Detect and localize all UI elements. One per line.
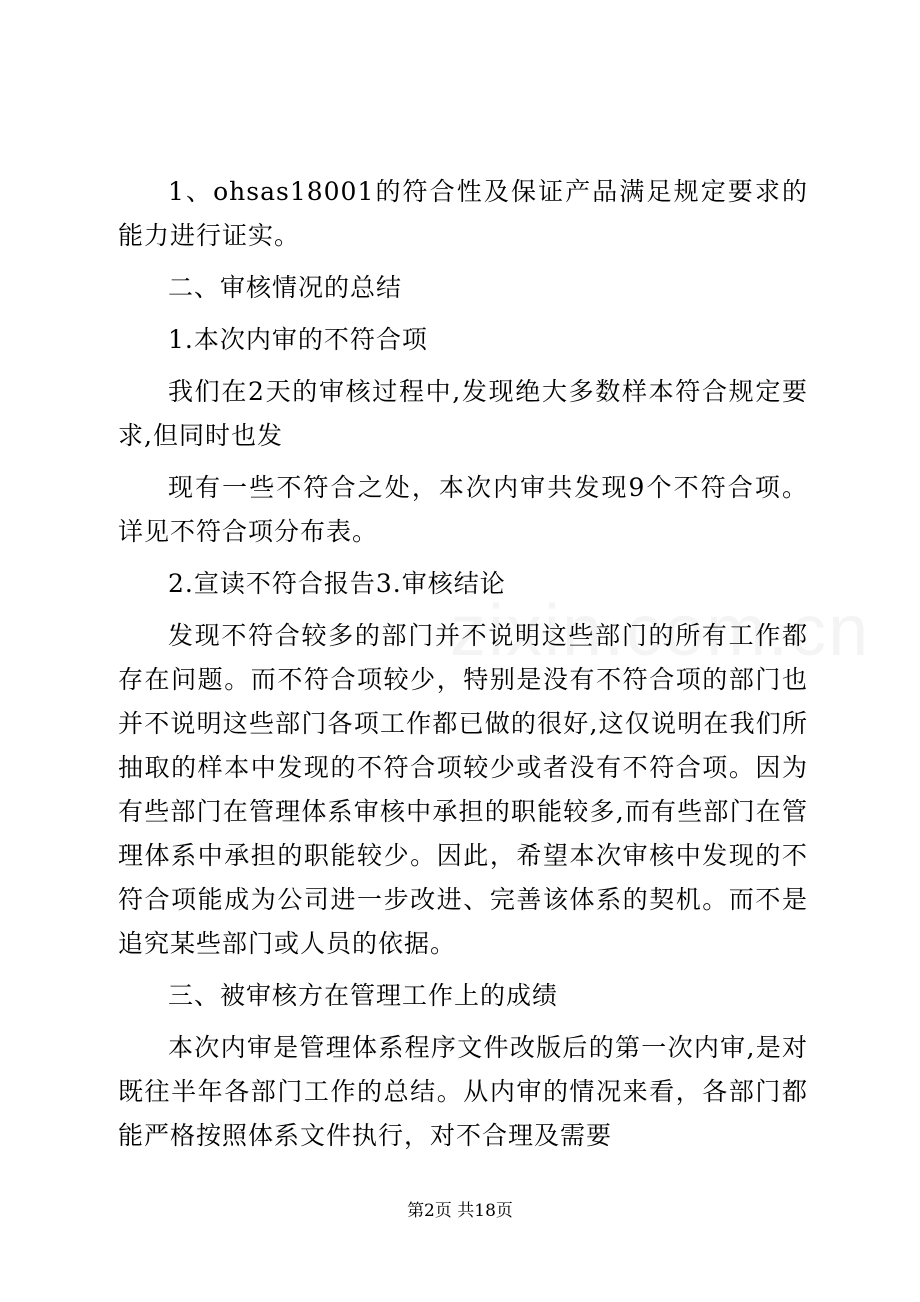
paragraph-audit-process: 我们在2天的审核过程中,发现绝大多数样本符合规定要求,但同时也发 (118, 377, 808, 450)
page-footer: 第2页 共18页 (407, 1201, 513, 1221)
paragraph-conclusion: 发现不符合较多的部门并不说明这些部门的所有工作都存在问题。而不符合项较少，特别是没有不符合项的部门也并不说明这些部门各项工作都已做的很好,这仅说明在我们所抽取的样本中发现的不符合项较少或者没有不符合项。因为有些部门在管理体系审核中承担的职能较多,而有些部门在管理体系中承担的职能较少。因此，希望本次审核中发现的不符合项能成为公司进一步改进、完善该体系的契机。而不是追究某些部门或人员的依据。 (118, 621, 808, 958)
subheading-report-conclusion: 2.宣读不符合报告3.审核结论 (168, 569, 506, 598)
document-body (118, 170, 808, 1166)
paragraph-1: 1、ohsas18001的符合性及保证产品满足规定要求的能力进行证实。 (118, 177, 808, 250)
section-heading-2: 二、审核情况的总结 (168, 273, 403, 302)
section-heading-3: 三、被审核方在管理工作上的成绩 (168, 981, 559, 1010)
paragraph-achievements: 本次内审是管理体系程序文件改版后的第一次内审,是对既往半年各部门工作的总结。从内审的情况来看，各部门都能严格按照体系文件执行，对不合理及需要 (118, 1033, 808, 1150)
subheading-nonconformities: 1.本次内审的不符合项 (168, 325, 428, 354)
paragraph-nonconformity-count: 现有一些不符合之处，本次内审共发现9个不符合项。详见不符合项分布表。 (118, 473, 808, 546)
